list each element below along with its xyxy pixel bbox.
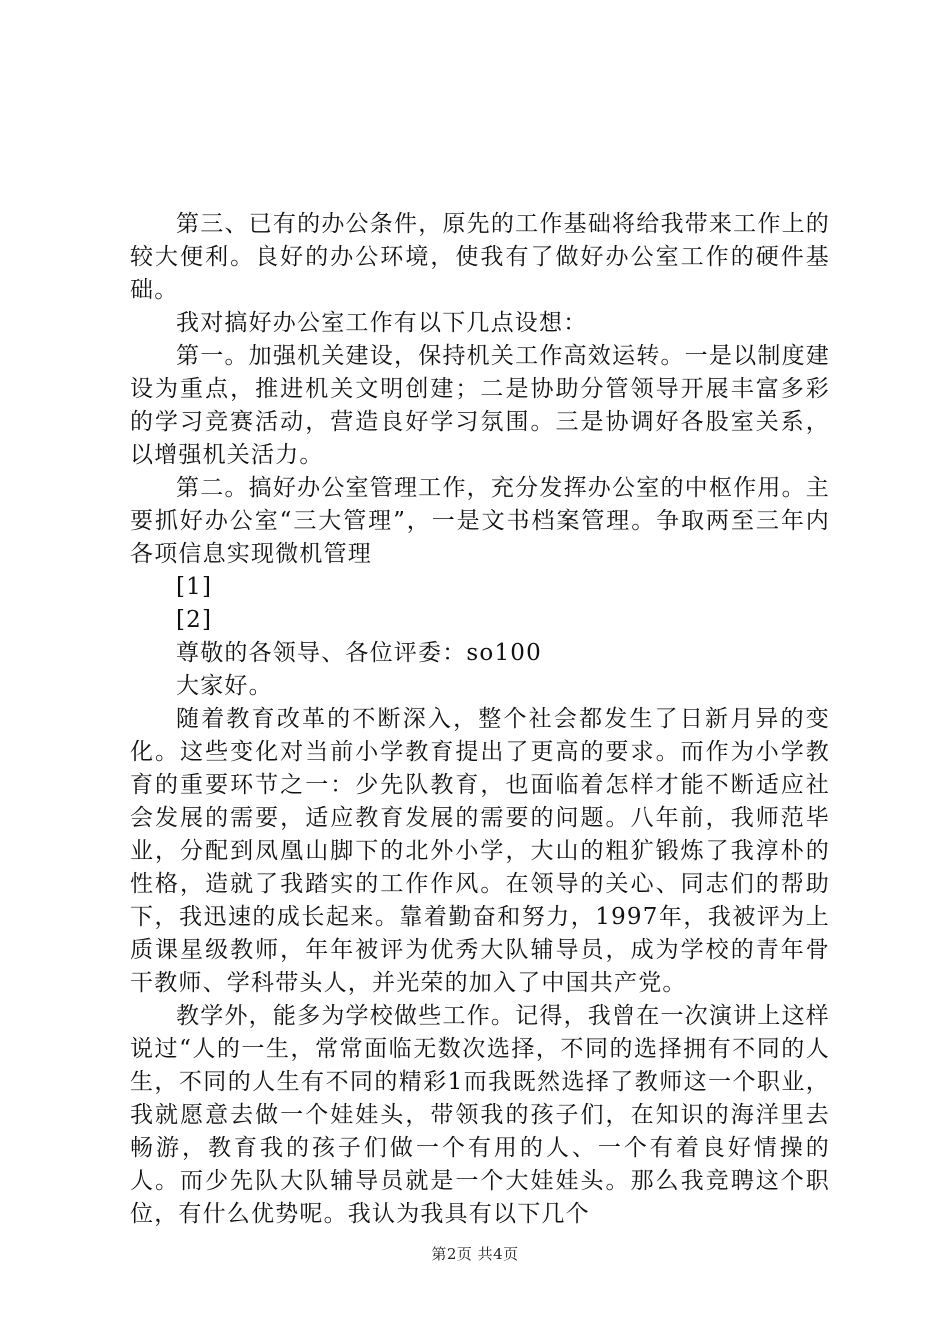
- paragraph: 教学外，能多为学校做些工作。记得，我曾在一次演讲上这样说过“人的一生，常常面临无数次选择，不同的选择拥有不同的人生，不同的人生有不同的精彩1而我既然选择了教师这一个职业，我就愿意去做一个娃娃头，带领我的孩子们，在知识的海洋里去畅游，教育我的孩子们做一个有用的人、一个有着良好情操的人。而少先队大队辅导员就是一个大娃娃头。那么我竞聘这个职位，有什么优势呢。我认为我具有以下几个: [130, 1003, 830, 1227]
- reference-marker: [1]: [176, 574, 213, 600]
- paragraph: 我对搞好办公室工作有以下几点设想：: [176, 310, 588, 336]
- greeting: 大家好。: [176, 673, 273, 699]
- paragraph: 第二。搞好办公室管理工作，充分发挥办公室的中枢作用。主要抓好办公室“三大管理”，一是文书档案管理。争取两至三年内各项信息实现微机管理: [130, 475, 830, 567]
- salutation: 尊敬的各领导、各位评委：so100: [176, 640, 542, 666]
- paragraph: 第一。加强机关建设，保持机关工作高效运转。一是以制度建设为重点，推进机关文明创建；二是协助分管领导开展丰富多彩的学习竞赛活动，营造良好学习氛围。三是协调好各股室关系，以增强机关活力。: [130, 343, 830, 468]
- page-footer: 第2页 共4页: [431, 1245, 519, 1263]
- paragraph: 第三、已有的办公条件，原先的工作基础将给我带来工作上的较大便利。良好的办公环境，使我有了做好办公室工作的硬件基础。: [130, 211, 830, 303]
- document-body: [130, 208, 830, 1231]
- paragraph: 随着教育改革的不断深入，整个社会都发生了日新月异的变化。这些变化对当前小学教育提出了更高的要求。而作为小学教育的重要环节之一：少先队教育，也面临着怎样才能不断适应社会发展的需要，适应教育发展的需要的问题。八年前，我师范毕业，分配到凤凰山脚下的北外小学，大山的粗犷锻炼了我淳朴的性格，造就了我踏实的工作作风。在领导的关心、同志们的帮助下，我迅速的成长起来。靠着勤奋和努力，1997年，我被评为上质课星级教师，年年被评为优秀大队辅导员，成为学校的青年骨干教师、学科带头人，并光荣的加入了中国共产党。: [130, 706, 830, 996]
- reference-marker: [2]: [176, 607, 213, 633]
